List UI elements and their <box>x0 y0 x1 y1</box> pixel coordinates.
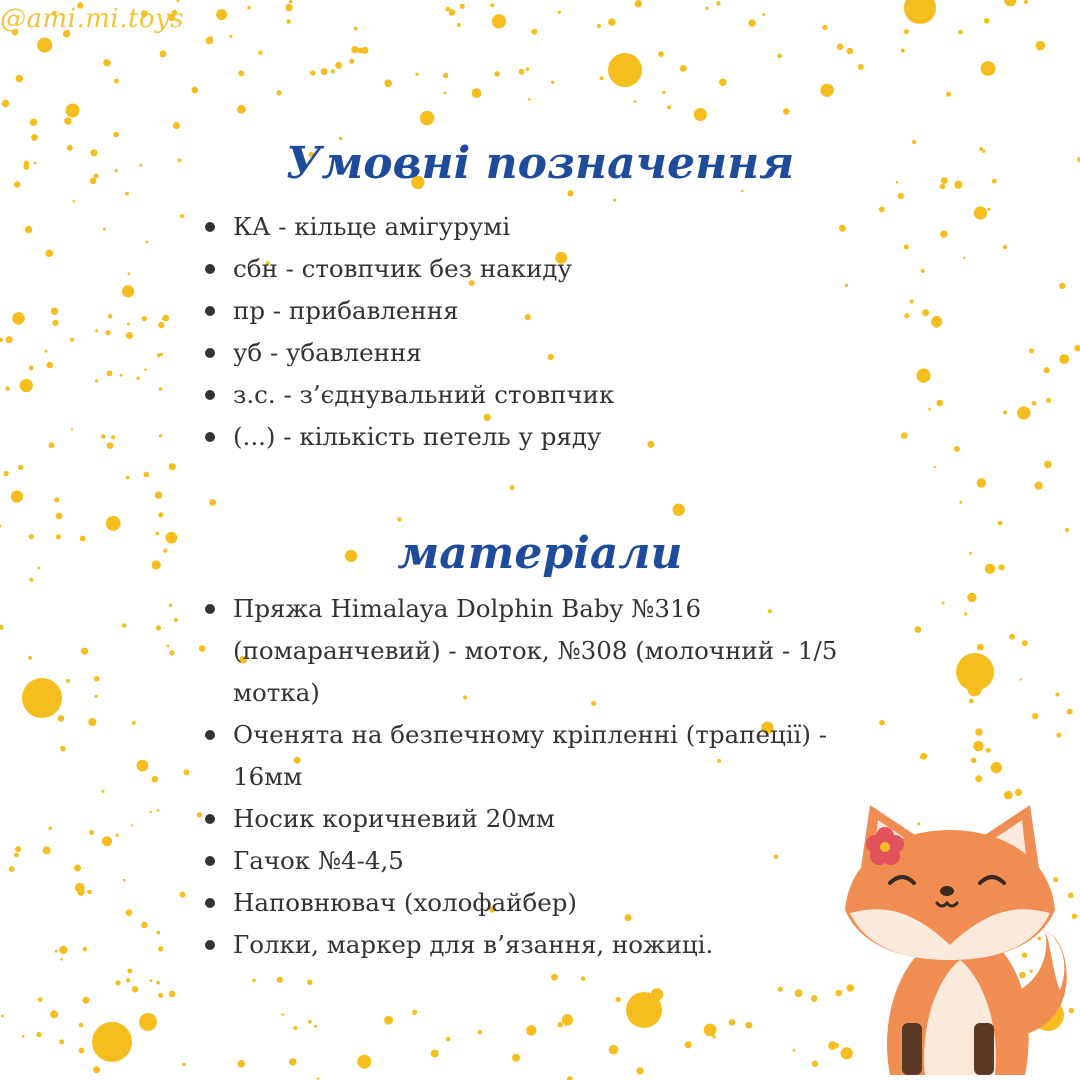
list-item: Носик коричневий 20мм <box>205 798 885 840</box>
list-item: пр - прибавлення <box>205 290 825 332</box>
abbreviations-list <box>205 206 825 458</box>
materials-title: матеріали <box>397 528 683 579</box>
list-item: Голки, маркер для в’язання, ножиці. <box>205 924 885 966</box>
list-item: уб - убавлення <box>205 332 825 374</box>
list-item: з.с. - з’єднувальний стовпчик <box>205 374 825 416</box>
list-item: Гачок №4-4,5 <box>205 840 885 882</box>
materials-list <box>205 588 885 966</box>
list-item: сбн - стовпчик без накиду <box>205 248 825 290</box>
list-item: (...) - кількість петель у ряду <box>205 416 825 458</box>
list-item: Оченята на безпечному кріпленні (трапеції) - 16мм <box>205 714 885 798</box>
account-handle: @ami.mi.toys <box>0 4 185 34</box>
list-item: Наповнювач (холофайбер) <box>205 882 885 924</box>
fox-illustration <box>840 795 1080 1080</box>
abbreviations-title: Умовні позначення <box>285 138 795 189</box>
list-item: Пряжа Himalaya Dolphin Baby №316 (помаранчевий) - моток, №308 (молочний - 1/5 мотка) <box>205 588 885 714</box>
list-item: КА - кільце амігурумі <box>205 206 825 248</box>
